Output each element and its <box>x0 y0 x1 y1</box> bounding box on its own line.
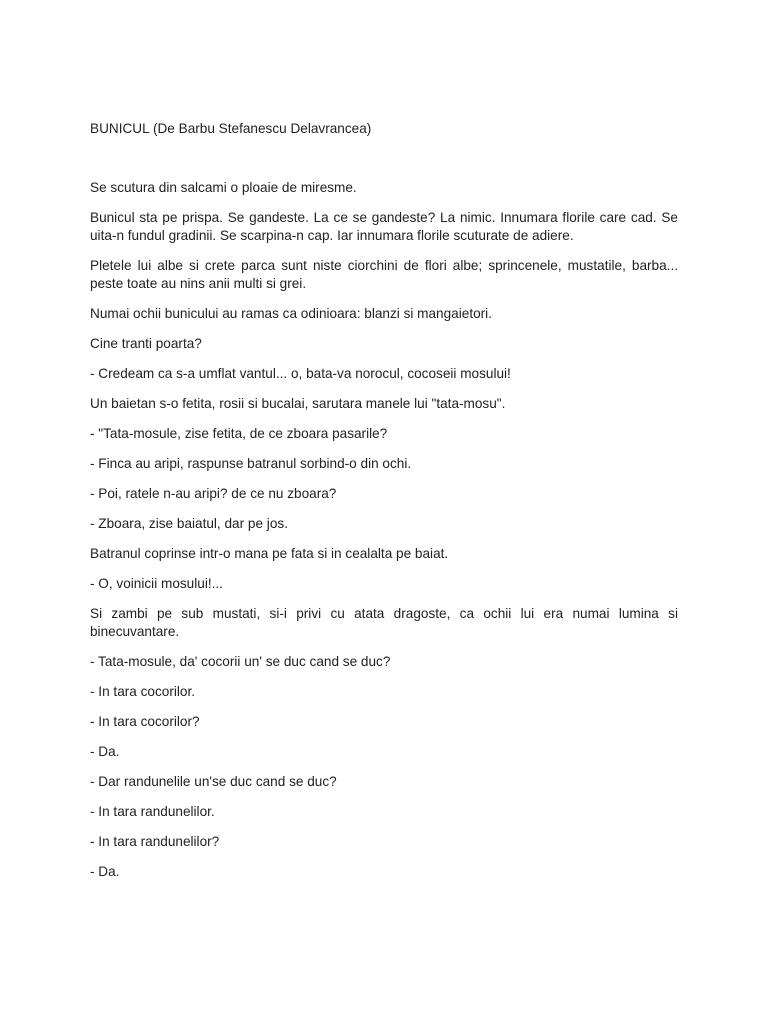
paragraph: - In tara randunelilor. <box>90 804 215 819</box>
document-page <box>90 0 678 1024</box>
paragraph: - Dar randunelile un'se duc cand se duc? <box>90 774 337 789</box>
document-body <box>90 179 678 893</box>
paragraph: Pletele lui albe si crete parca sunt niste ciorchini de flori albe; sprincenele, mustatile, barba... peste toate au nins anii multi si grei. <box>90 258 678 291</box>
paragraph: Numai ochii bunicului au ramas ca odinioara: blanzi si mangaietori. <box>90 306 492 321</box>
paragraph: - Poi, ratele n-au aripi? de ce nu zboara? <box>90 486 337 501</box>
paragraph: - Credeam ca s-a umflat vantul... o, bata-va norocul, cocoseii mosului! <box>90 366 511 381</box>
paragraph: - Da. <box>90 744 120 759</box>
paragraph: Si zambi pe sub mustati, si-i privi cu atata dragoste, ca ochii lui era numai lumina si binecuvantare. <box>90 606 678 639</box>
paragraph: Un baietan s-o fetita, rosii si bucalai, sarutara manele lui "tata-mosu". <box>90 396 506 411</box>
paragraph: - Tata-mosule, da' cocorii un' se duc cand se duc? <box>90 654 391 669</box>
paragraph: - "Tata-mosule, zise fetita, de ce zboara pasarile? <box>90 426 388 441</box>
paragraph: Se scutura din salcami o ploaie de miresme. <box>90 180 357 195</box>
paragraph: - O, voinicii mosului!... <box>90 576 223 591</box>
paragraph: - Da. <box>90 864 120 879</box>
paragraph: Bunicul sta pe prispa. Se gandeste. La ce se gandeste? La nimic. Innumara florile care cad. Se uita-n fundul gradinii. Se scarpina-n cap. Iar innumara florile scuturate de adiere. <box>90 210 678 243</box>
paragraph: - In tara cocorilor? <box>90 714 200 729</box>
paragraph: Cine tranti poarta? <box>90 336 202 351</box>
paragraph: - Zboara, zise baiatul, dar pe jos. <box>90 516 288 531</box>
paragraph: Batranul coprinse intr-o mana pe fata si in cealalta pe baiat. <box>90 546 449 561</box>
paragraph: - In tara cocorilor. <box>90 684 196 699</box>
paragraph: - In tara randunelilor? <box>90 834 220 849</box>
paragraph: - Finca au aripi, raspunse batranul sorbind-o din ochi. <box>90 456 412 471</box>
document-title: BUNICUL (De Barbu Stefanescu Delavrancea) <box>90 121 372 136</box>
